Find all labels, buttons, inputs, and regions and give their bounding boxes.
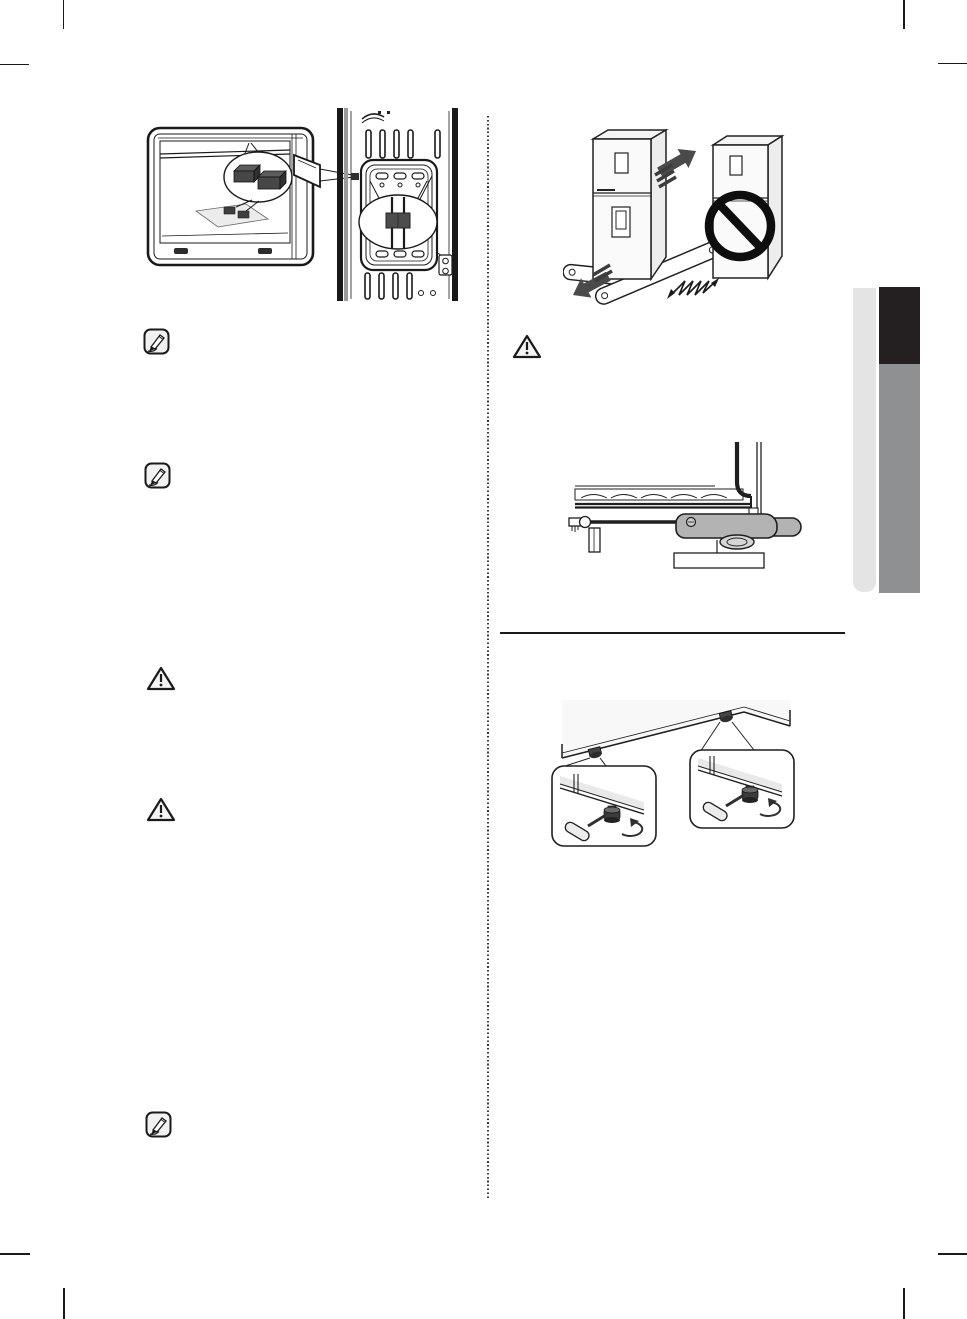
crop-mark-bottom-left-h [0, 1253, 30, 1255]
figure-leveling-legs [548, 700, 810, 865]
leg-callout-right [690, 750, 794, 828]
note-icon [144, 462, 171, 489]
hinge-cover [676, 514, 801, 549]
crop-mark-bottom-left-v [63, 1288, 65, 1319]
crop-mark-top-right-v [903, 0, 905, 29]
spacers-rear-panel-illustration [146, 103, 459, 307]
vent-slots-lower [365, 273, 412, 299]
crop-mark-top-left-h [0, 64, 29, 66]
figure-door-bottom [565, 438, 855, 578]
figure-spacers-rear-panel [146, 103, 459, 307]
figure-moving-refrigerator [563, 123, 818, 308]
drain-valve-detail [437, 253, 452, 275]
warning-icon [146, 665, 176, 692]
door-bottom-edge [575, 442, 761, 519]
refrigerator-on-rollers [593, 130, 666, 279]
note-icon [145, 1111, 172, 1138]
leveling-foot [720, 535, 754, 549]
page-edge-tab-dark [879, 287, 920, 364]
page-edge-tab-light [853, 288, 876, 592]
vent-slots-upper [366, 130, 440, 158]
crop-mark-top-right-h [938, 63, 967, 65]
section-divider-rule [500, 632, 845, 634]
column-divider-dotted [487, 116, 489, 1198]
spacer-block-right [258, 171, 286, 189]
spacer-block-left [234, 165, 260, 182]
crop-mark-bottom-right-h [938, 1253, 967, 1255]
warning-icon [146, 796, 176, 823]
warning-icon [512, 333, 542, 360]
leveling-legs-illustration [548, 700, 810, 865]
freezer-compartment [148, 128, 313, 265]
label-box-text [674, 553, 764, 568]
water-line-and-valve [569, 517, 693, 553]
moving-refrigerator-illustration [563, 123, 818, 308]
note-icon [143, 328, 170, 355]
shaking-zigzag [667, 278, 719, 299]
leveling-leg-right [742, 786, 758, 803]
page-edge-tab-gray [879, 364, 920, 593]
spacer-mounted-left [351, 173, 359, 180]
crop-mark-bottom-right-v [903, 1288, 905, 1319]
crop-mark-top-left-v [63, 0, 65, 29]
rear-panel [337, 108, 458, 301]
leveling-leg-left [604, 806, 620, 823]
leg-callout-left [552, 766, 656, 846]
